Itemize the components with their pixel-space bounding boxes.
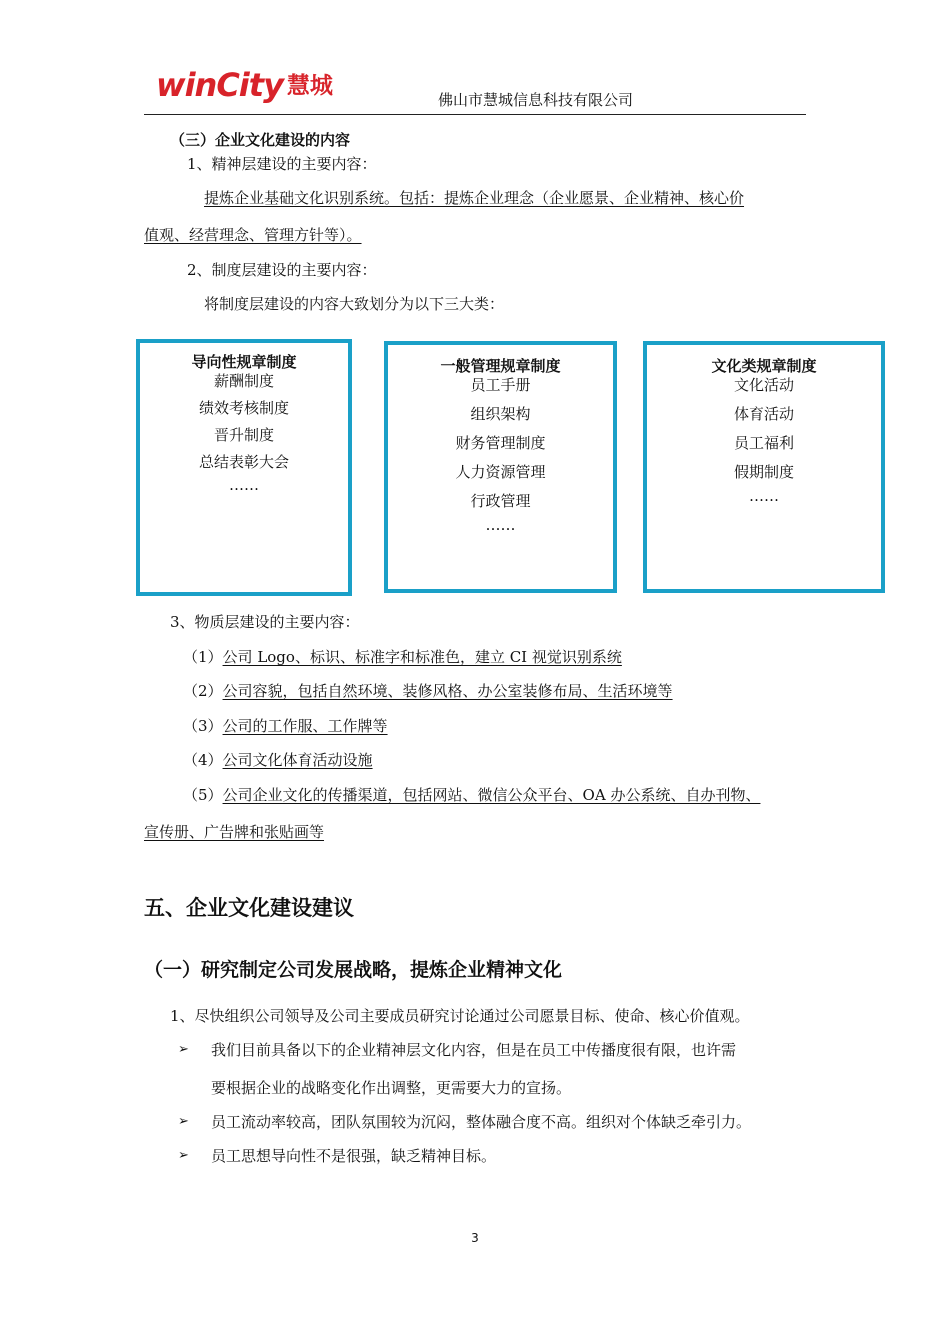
item-text: 公司 Logo、标识、标准字和标准色，建立 CI 视觉识别系统 [222, 648, 622, 666]
bullet-1-line1: 我们目前具备以下的企业精神层文化内容，但是在员工中传播度很有限，也许需 [211, 1041, 737, 1059]
bullet-1-line2: 要根据企业的战略变化作出调整，更需要大力的宣扬。 [211, 1079, 572, 1097]
material-layer-title: 3、物质层建设的主要内容： [170, 613, 360, 631]
company-name: 佛山市慧城信息科技有限公司 [438, 91, 634, 109]
material-item-4 [183, 750, 373, 770]
material-item-1 [183, 647, 622, 667]
box-title: 导向性规章制度 [191, 353, 297, 371]
material-item-5-continued: 宣传册、广告牌和张贴画等 [144, 823, 325, 841]
material-item-3 [183, 716, 388, 736]
material-item-5 [183, 785, 760, 805]
header-rule [144, 114, 806, 115]
spirit-layer-text-line2: 值观、经营理念、管理方针等）。 [144, 226, 362, 244]
box-item: …… [485, 516, 516, 534]
item-text: 公司文化体育活动设施 [222, 751, 373, 769]
arrow-bullet-icon: ➢ [178, 1148, 189, 1163]
item-text: 公司容貌，包括自然环境、装修风格、办公室装修布局、生活环境等 [222, 682, 673, 700]
item-text: 公司的工作服、工作牌等 [222, 717, 388, 735]
item-number: （1） [183, 648, 223, 666]
box-item: 员工福利 [733, 434, 794, 452]
box-item: 总结表彰大会 [198, 453, 289, 471]
item-number: （4） [183, 751, 223, 769]
arrow-bullet-icon: ➢ [178, 1042, 189, 1057]
box-item: 体育活动 [733, 405, 794, 423]
item-text: 公司企业文化的传播渠道，包括网站、微信公众平台、OA 办公系统、自办刊物、 [222, 786, 761, 804]
spirit-layer-title: 1、精神层建设的主要内容： [187, 155, 377, 173]
box-item: 薪酬制度 [213, 372, 274, 390]
section-title: （三）企业文化建设的内容 [170, 131, 351, 149]
box-culture-rules [643, 341, 885, 593]
company-logo [156, 66, 333, 104]
box-item: 绩效考核制度 [198, 399, 289, 417]
box-item: 财务管理制度 [455, 434, 546, 452]
box-guiding-rules [136, 339, 352, 596]
box-item: 假期制度 [733, 463, 794, 481]
chapter-heading: 五、企业文化建设建议 [144, 896, 354, 920]
box-item: 行政管理 [470, 492, 531, 510]
box-item: 人力资源管理 [455, 463, 546, 481]
logo-wordmark: winCity [156, 66, 283, 104]
material-item-2 [183, 681, 673, 701]
box-item: …… [229, 476, 259, 494]
arrow-bullet-icon: ➢ [178, 1114, 189, 1129]
box-title: 文化类规章制度 [711, 357, 817, 375]
spirit-layer-text-line1: 提炼企业基础文化识别系统。包括：提炼企业理念（企业愿景、企业精神、核心价 [204, 189, 745, 207]
bullet-2: 员工流动率较高，团队氛围较为沉闷，整体融合度不高。组织对个体缺乏牵引力。 [211, 1113, 752, 1131]
system-layer-text: 将制度层建设的内容大致划分为以下三大类： [204, 295, 505, 313]
paragraph-1: 1、尽快组织公司领导及公司主要成员研究讨论通过公司愿景目标、使命、核心价值观。 [170, 1007, 750, 1025]
box-item: 文化活动 [733, 376, 794, 394]
subsection-heading: （一）研究制定公司发展战略，提炼企业精神文化 [144, 959, 563, 981]
item-number: （5） [183, 786, 223, 804]
item-number: （3） [183, 717, 223, 735]
bullet-3: 员工思想导向性不是很强，缺乏精神目标。 [211, 1147, 497, 1165]
box-item: 组织架构 [470, 405, 531, 423]
system-layer-title: 2、制度层建设的主要内容： [187, 261, 377, 279]
page-number: 3 [471, 1231, 479, 1245]
box-general-management [384, 341, 617, 593]
box-title: 一般管理规章制度 [440, 357, 561, 375]
box-item: 晋升制度 [213, 426, 274, 444]
box-item: …… [749, 487, 779, 505]
logo-chinese: 慧城 [286, 73, 333, 99]
box-item: 员工手册 [470, 376, 531, 394]
item-number: （2） [183, 682, 223, 700]
